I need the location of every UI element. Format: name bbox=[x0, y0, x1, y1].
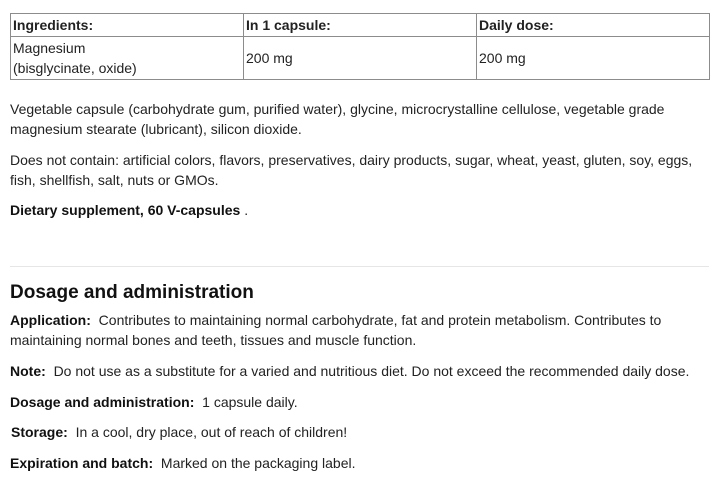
free-from-text: Does not contain: artificial colors, flavors, preservatives, dairy products, sugar, wheat, yeast, gluten, soy, eggs, fish, shellfish, salt, nuts or GMOs. bbox=[10, 152, 693, 188]
section-title: Dosage and administration bbox=[10, 282, 254, 303]
application-label: Application: bbox=[10, 312, 91, 328]
daily-dose-value: 200 mg bbox=[477, 37, 710, 80]
header-ingredients: Ingredients: bbox=[11, 14, 244, 37]
table-header-row bbox=[11, 14, 710, 37]
expiration-text: Marked on the packaging label. bbox=[160, 455, 356, 471]
product-type-label: Dietary supplement, 60 V-capsules bbox=[10, 202, 241, 218]
table-row bbox=[11, 37, 710, 80]
ingredients-table bbox=[10, 13, 710, 80]
product-type-suffix: . bbox=[240, 202, 249, 218]
note-paragraph bbox=[10, 361, 710, 381]
storage-text: In a cool, dry place, out of reach of children! bbox=[75, 424, 348, 440]
composition-text: Vegetable capsule (carbohydrate gum, purified water), glycine, microcrystalline cellulose, vegetable grade magnesium stearate (lubricant), silicon dioxide. bbox=[10, 101, 665, 137]
expiration-label: Expiration and batch: bbox=[10, 455, 154, 471]
product-type bbox=[10, 200, 710, 220]
storage-paragraph bbox=[11, 422, 711, 442]
application-paragraph bbox=[10, 310, 710, 350]
ingredient-name-cell bbox=[11, 37, 244, 80]
ingredient-name: Magnesium bbox=[13, 40, 86, 56]
application-text: Contributes to maintaining normal carbohydrate, fat and protein metabolism. Contributes to maintaining normal bones and teeth, tissues and muscle function. bbox=[10, 312, 662, 348]
header-per-capsule: In 1 capsule: bbox=[244, 14, 477, 37]
per-capsule-value: 200 mg bbox=[244, 37, 477, 80]
dosage-text: 1 capsule daily. bbox=[202, 394, 298, 410]
note-text: Do not use as a substitute for a varied and nutritious diet. Do not exceed the recommended daily dose. bbox=[53, 363, 690, 379]
section-divider bbox=[10, 266, 709, 267]
expiration-paragraph bbox=[10, 453, 710, 473]
dosage-paragraph bbox=[10, 392, 710, 412]
header-daily-dose: Daily dose: bbox=[477, 14, 710, 37]
ingredient-form: (bisglycinate, oxide) bbox=[13, 60, 137, 76]
storage-label: Storage: bbox=[11, 424, 68, 440]
dosage-label: Dosage and administration: bbox=[10, 394, 195, 410]
note-label: Note: bbox=[10, 363, 46, 379]
